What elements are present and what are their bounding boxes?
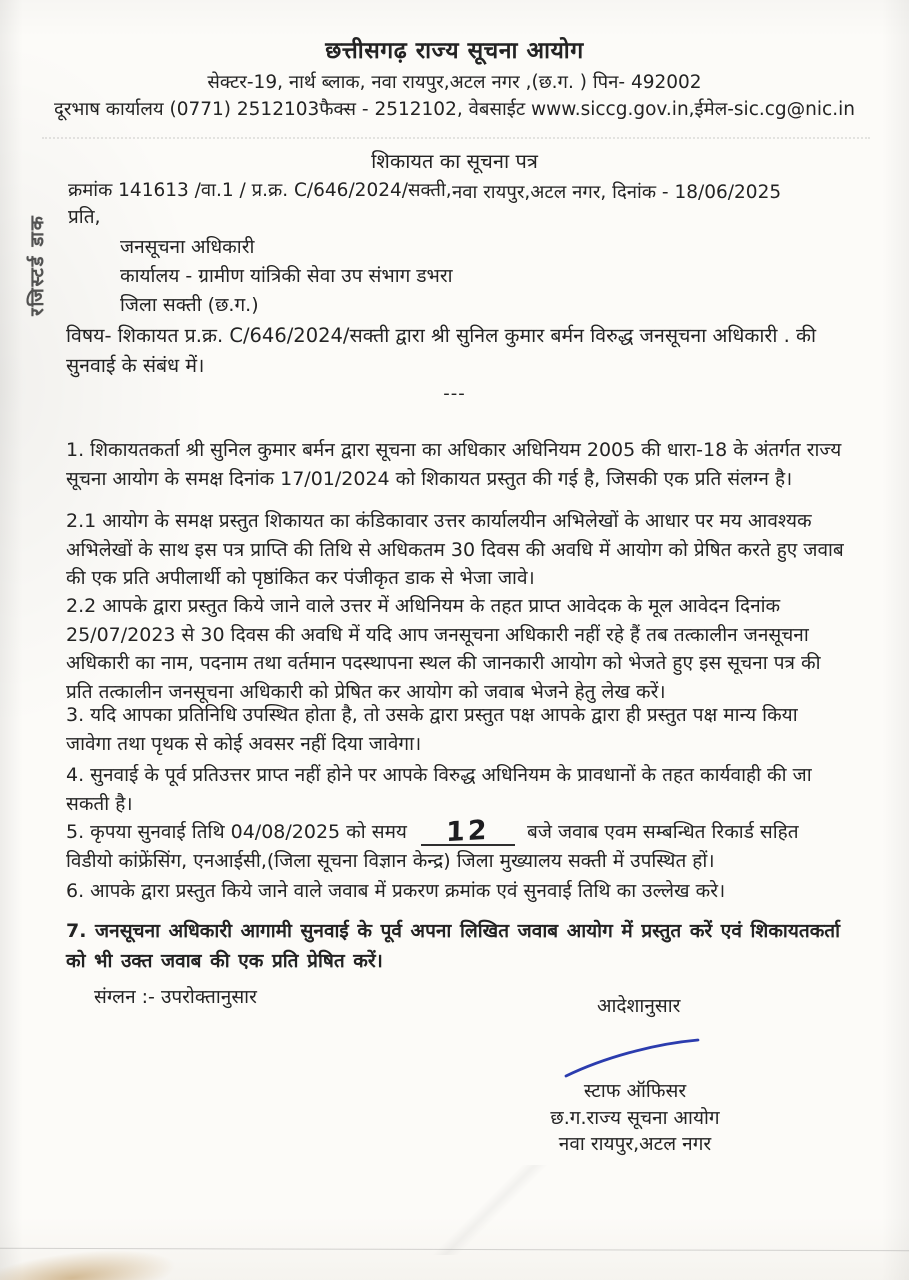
header-divider: [42, 137, 870, 139]
paragraph-6: 6. आपके द्वारा प्रस्तुत किये जाने वाले जवाब में प्रकरण क्रमांक एवं सुनवाई तिथि का उल्लेख करे।: [66, 880, 726, 902]
paragraph-3: 3. यदि आपका प्रतिनिधि उपस्थित होता है, तो उसके द्वारा प्रस्तुत पक्ष आपके द्वारा ही प्रस्तुत पक्ष मान्य किया जावेगा तथा पृथक से कोई अवसर नहीं दिया जावेगा।: [66, 704, 798, 755]
signature-stroke: [558, 1034, 708, 1082]
signatory-place: नवा रायपुर,अटल नगर: [558, 1133, 712, 1155]
by-order-text: आदेशानुसार: [597, 995, 681, 1017]
recipient-line: जनसूचना अधिकारी: [120, 236, 255, 258]
recipient-line: कार्यालय - ग्रामीण यांत्रिकी सेवा उप संभाग डभरा: [120, 265, 453, 287]
registered-post-stamp: रजिस्टर्ड डाक: [27, 214, 48, 316]
paragraph-2-1: 2.1 आयोग के समक्ष प्रस्तुत शिकायत का कंडिकावार उत्तर कार्यालयीन अभिलेखों के आधार पर मय आवश्यक अभिलेखों के साथ इस पत्र प्राप्ति की तिथि से अधिकतम 30 दिवस की अवधि में आयोग को प्रेषित करते हुए जवाब की एक प्रति अपीलार्थी को पृष्ठांकित कर पंजीकृत डाक से भेजा जावे।: [66, 510, 844, 589]
org-name: छत्तीसगढ़ राज्य सूचना आयोग: [325, 38, 584, 64]
reference-number: क्रमांक 141613 /वा.1 / प्र.क्र. C/646/2024/सक्ती,: [68, 180, 452, 201]
section-separator: ---: [443, 383, 466, 404]
org-contact-line: दूरभाष कार्यालय (0771) 2512103फैक्स - 2512102, वेबसाईट www.siccg.gov.in,ईमेल-sic.cg@nic.in: [54, 99, 855, 120]
handwritten-hearing-time: 12: [445, 814, 491, 849]
signatory-title: स्टाफ ऑफिसर: [583, 1080, 687, 1102]
recipient-line: जिला सक्ती (छ.ग.): [120, 294, 259, 316]
paragraph-5: [66, 814, 844, 875]
paragraph-5-suffix: बजे जवाब एवम सम्बन्धित रिकार्ड सहित विडीयो कांफ्रेंसिंग, एनआईसी,(जिला सूचना विज्ञान केन्द्र) जिला मुख्यालय सक्ती में उपस्थित हों।: [66, 821, 799, 872]
recipient-block: [120, 233, 453, 320]
enclosure-note: संग्लन :- उपरोक्तानुसार: [94, 986, 257, 1008]
paragraph-5-prefix: 5. कृपया सुनवाई तिथि 04/08/2025 को समय: [66, 821, 407, 843]
org-address-line: सेक्टर-19, नार्थ ब्लाक, नवा रायपुर,अटल नगर ,(छ.ग. ) पिन- 492002: [207, 72, 702, 93]
signatory-block: [490, 1078, 780, 1158]
place-and-date: नवा रायपुर,अटल नगर, दिनांक - 18/06/2025: [452, 182, 782, 203]
scan-corner-stain: [0, 1239, 182, 1280]
letter-title: शिकायत का सूचना पत्र: [371, 149, 538, 173]
signatory-org: छ.ग.राज्य सूचना आयोग: [550, 1106, 720, 1129]
paragraph-7: 7. जनसूचना अधिकारी आगामी सुनवाई के पूर्व अपना लिखित जवाब आयोग में प्रस्तुत करें एवं शिकायतकर्ता को भी उक्त जवाब की एक प्रति प्रेषित करें।: [66, 920, 841, 972]
salutation: प्रति,: [68, 206, 101, 228]
scan-crease: [400, 1165, 580, 1255]
paragraph-1: 1. शिकायतकर्ता श्री सुनिल कुमार बर्मन द्वारा सूचना का अधिकार अधिनियम 2005 की धारा-18 के अंतर्गत राज्य सूचना आयोग के समक्ष दिनांक 17/01/2024 को शिकायत प्रस्तुत की गई है, जिसकी एक प्रति संलग्न है।: [66, 439, 842, 490]
hearing-time-blank: [421, 814, 515, 849]
subject-line: विषय- शिकायत प्र.क्र. C/646/2024/सक्ती द्वारा श्री सुनिल कुमार बर्मन विरुद्ध जनसूचना अधिकारी . की सुनवाई के संबंध में।: [66, 324, 817, 377]
paragraph-4: 4. सुनवाई के पूर्व प्रतिउत्तर प्राप्त नहीं होने पर आपके विरुद्ध अधिनियम के प्रावधानों के तहत कार्यवाही की जा सकती है।: [66, 764, 812, 815]
paragraph-2-2: 2.2 आपके द्वारा प्रस्तुत किये जाने वाले उत्तर में अधिनियम के तहत प्राप्त आवेदक के मूल आवेदन दिनांक 25/07/2023 से 30 दिवस की अवधि में यदि आप जनसूचना अधिकारी नहीं रहे हैं तब तत्कालीन जनसूचना अधिकारी का नाम, पदनाम तथा वर्तमान पदस्थापना स्थल की जानकारी आयोग को भेजते हुए इस सूचना पत्र की प्रति तत्कालीन जनसूचना अधिकारी को प्रेषित कर आयोग को जवाब भेजने हेतु लेख करें।: [66, 595, 821, 703]
